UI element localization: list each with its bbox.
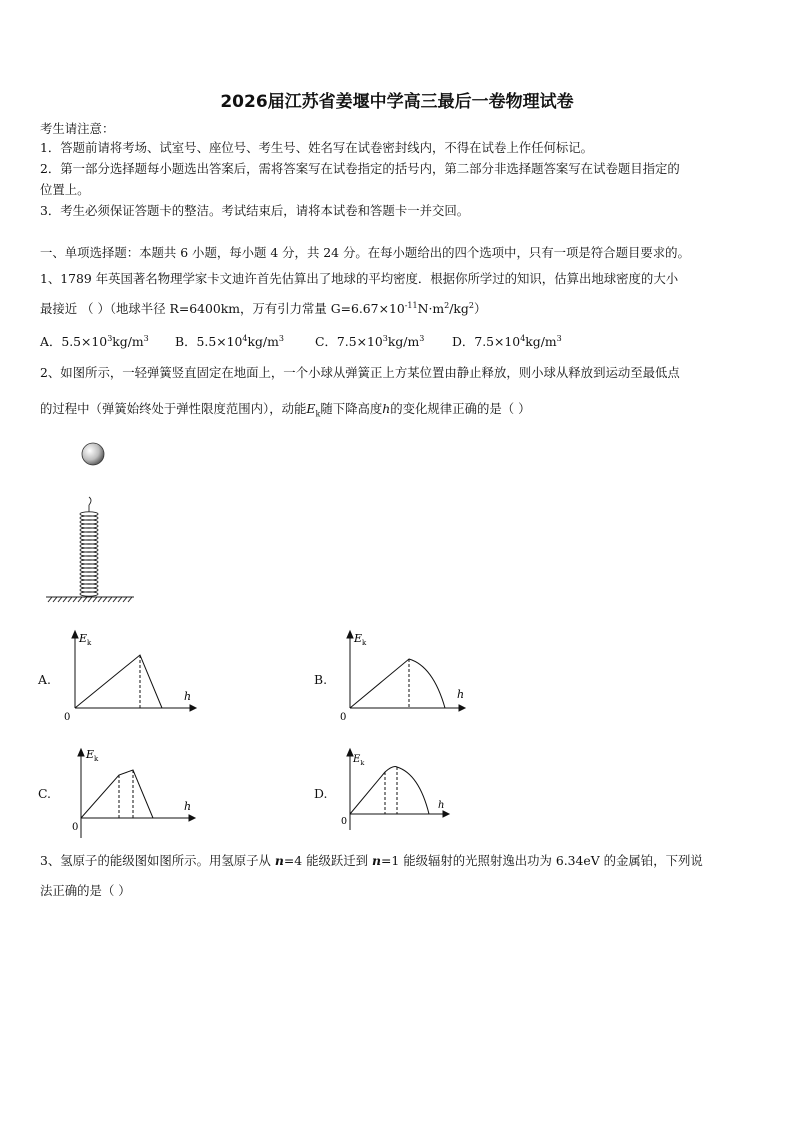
q2-option-d-label[interactable]: D. [314, 786, 328, 801]
q1-options [40, 333, 562, 351]
notice-item-3: 3．考生必须保证答题卡的整洁。考试结束后，请将本试卷和答题卡一并交回。 [40, 203, 470, 218]
q3-line2: 法正确的是（ ） [40, 883, 131, 898]
origin-label: 0 [72, 822, 79, 833]
q2-line2: 的过程中（弹簧始终处于弹性限度范围内），动能$E_k$随下降高度h的变化规律正确的是（ ） [40, 401, 531, 419]
section-heading: 一、单项选择题：本题共 6 小题，每小题 4 分，共 24 分。在每小题给出的四个选项中，只有一项是符合题目要求的。 [40, 245, 690, 260]
graph-b[interactable] [335, 628, 475, 724]
q1-option-a[interactable]: A．$5.5\times 10^3kg/m^3$ [40, 333, 149, 349]
origin-label: 0 [341, 816, 348, 827]
q1-option-b[interactable]: B．$5.5\times 10^4kg/m^3$ [175, 333, 284, 349]
q3-line1: 3、氢原子的能级图如图所示。用氢原子从 n=4 能级跃迁到 n=1 能级辐射的光照射逸出功为 6.34eV 的金属铂，下列说 [40, 853, 703, 868]
notice-item-2-cont: 位置上。 [40, 182, 90, 197]
y-axis-label: $E_k$ [79, 632, 92, 647]
q2-option-a-label[interactable]: A. [38, 672, 51, 687]
q2-option-b-label[interactable]: B. [314, 672, 328, 687]
q1-option-d[interactable]: D．$7.5\times 10^4kg/m^3$ [452, 333, 562, 349]
graph-a[interactable] [60, 628, 200, 724]
q1-line1: 1、1789 年英国著名物理学家卡文迪许首先估算出了地球的平均密度．根据你所学过的知识，估算出地球密度的大小 [40, 271, 679, 286]
x-axis-arrow-icon [459, 705, 465, 711]
ball-spring-figure [40, 430, 150, 610]
notice-item-2: 2．第一部分选择题每小题选出答案后，需将答案写在试卷指定的括号内，第二部分非选择题答案写在试卷题目指定的 [40, 161, 680, 176]
graph-d[interactable] [335, 744, 460, 840]
y-axis-arrow-icon [78, 749, 84, 756]
y-axis-label: $E_k$ [353, 754, 365, 767]
ek-curve [350, 767, 429, 814]
x-axis-label: h [457, 688, 465, 701]
origin-label: 0 [64, 712, 71, 723]
q1-line2: 最接近 （ ）（地球半径 R=6400km，万有引力常量 $G=6.67\times 10^{-11}N\cdot m^2/kg^2$） [40, 300, 487, 316]
graph-c[interactable] [65, 744, 200, 840]
y-axis-label: $E_k$ [354, 632, 367, 647]
x-axis-arrow-icon [443, 811, 449, 817]
q2-option-c-label[interactable]: C. [38, 786, 51, 801]
x-axis-label: h [184, 690, 192, 703]
origin-label: 0 [340, 712, 347, 723]
notice-heading: 考生请注意： [40, 121, 115, 136]
x-axis-arrow-icon [190, 705, 196, 711]
y-axis-arrow-icon [72, 631, 78, 638]
ek-curve [75, 655, 162, 708]
y-axis-arrow-icon [347, 631, 353, 638]
ek-curve [81, 770, 153, 818]
q1-option-c[interactable]: C．$7.5\times 10^3kg/m^3$ [315, 333, 425, 349]
q2-line1: 2、如图所示，一轻弹簧竖直固定在地面上，一个小球从弹簧正上方某位置由静止释放，则小球从释放到运动至最低点 [40, 365, 680, 380]
x-axis-label: h [438, 800, 445, 811]
page-title: 2026届江苏省姜堰中学高三最后一卷物理试卷 [220, 92, 574, 112]
spring-icon [80, 497, 98, 596]
y-axis-label: $E_k$ [86, 748, 99, 763]
x-axis-label: h [184, 800, 192, 813]
notice-item-1: 1．答题前请将考场、试室号、座位号、考生号、姓名写在试卷密封线内，不得在试卷上作任何标记。 [40, 140, 594, 155]
x-axis-arrow-icon [189, 815, 195, 821]
ball-icon [82, 443, 104, 465]
ek-curve [350, 659, 445, 708]
ground-icon [46, 597, 134, 602]
